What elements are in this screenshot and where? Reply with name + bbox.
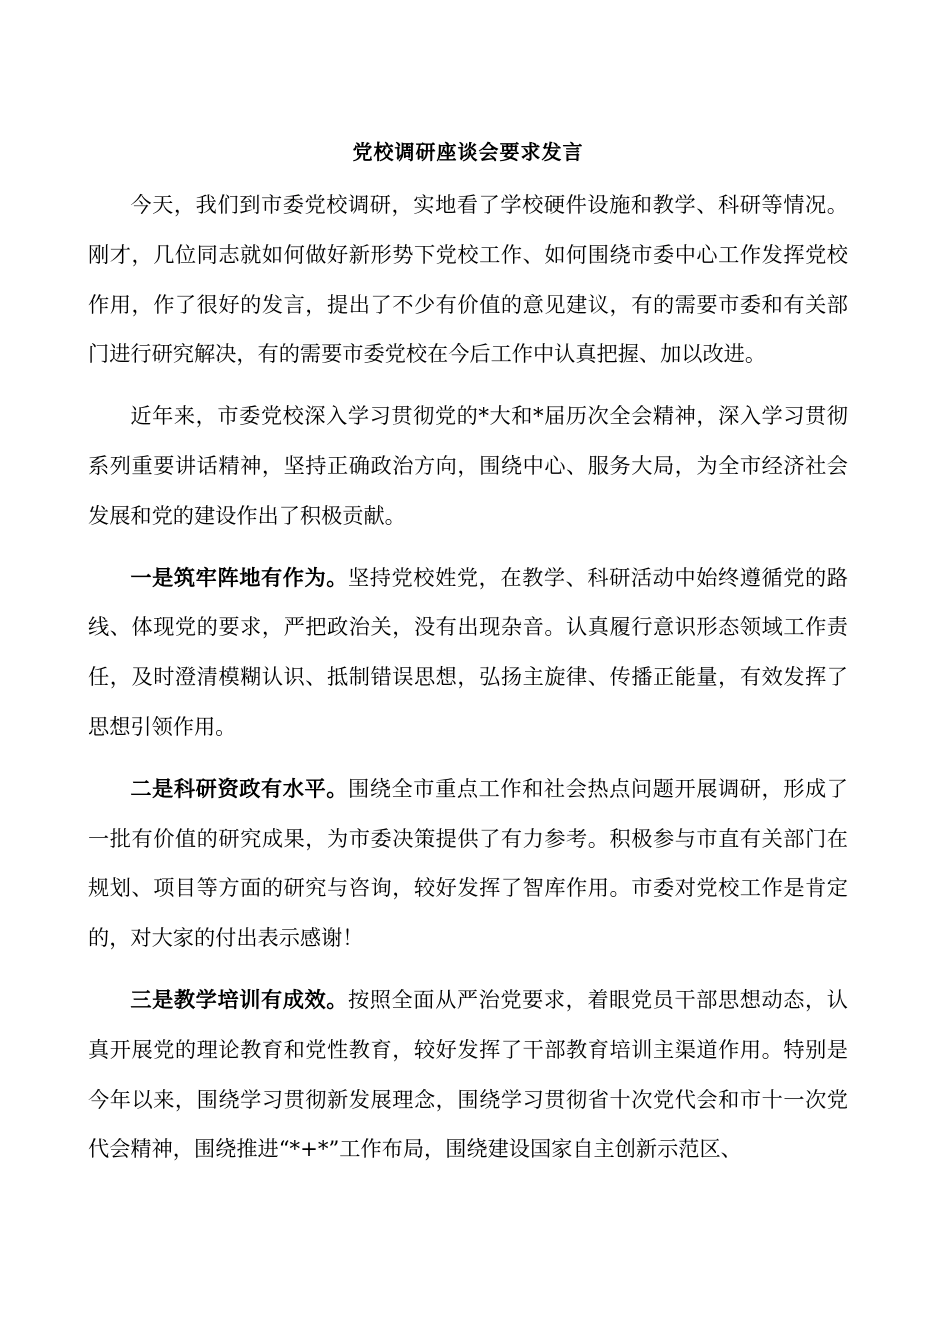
paragraph-lead: 二是科研资政有水平。 bbox=[130, 775, 349, 801]
paragraph-opening bbox=[88, 180, 848, 379]
paragraph-point-one bbox=[88, 553, 848, 752]
paragraph-lead: 三是教学培训有成效。 bbox=[130, 986, 349, 1012]
document-title: 党校调研座谈会要求发言 bbox=[352, 140, 584, 164]
paragraph-text: 围绕全市重点工作和社会热点问题开展调研，形成了一批有价值的研究成果，为市委决策提供了有力参考。积极参与市直有关部门在规划、项目等方面的研究与咨询，较好发挥了智库作用。市委对党校工作是肯定的，对大家的付出表示感谢！ bbox=[88, 775, 848, 951]
paragraph-text: 按照全面从严治党要求，着眼党员干部思想动态，认真开展党的理论教育和党性教育，较好发挥了干部教育培训主渠道作用。特别是今年以来，围绕学习贯彻新发展理念，围绕学习贯彻省十次党代会和市十一次党代会精神，围绕推进“*+*”工作布局，围绕建设国家自主创新示范区、 bbox=[88, 986, 848, 1162]
paragraph-text: 近年来，市委党校深入学习贯彻党的*大和*届历次全会精神，深入学习贯彻系列重要讲话精神，坚持正确政治方向，围绕中心、服务大局，为全市经济社会发展和党的建设作出了积极贡献。 bbox=[88, 403, 848, 528]
paragraph-text: 坚持党校姓党，在教学、科研活动中始终遵循党的路线、体现党的要求，严把政治关，没有出现杂音。认真履行意识形态领域工作责任，及时澄清模糊认识、抵制错误思想，弘扬主旋律、传播正能量，有效发挥了思想引领作用。 bbox=[88, 564, 848, 739]
paragraph-point-three bbox=[88, 975, 848, 1174]
paragraph-text: 今天，我们到市委党校调研，实地看了学校硬件设施和教学、科研等情况。刚才，几位同志就如何做好新形势下党校工作、如何围绕市委中心工作发挥党校作用，作了很好的发言，提出了不少有价值的意见建议，有的需要市委和有关部门进行研究解决，有的需要市委党校在今后工作中认真把握、加以改进。 bbox=[88, 192, 848, 367]
paragraph-lead: 一是筑牢阵地有作为。 bbox=[130, 564, 349, 590]
paragraph-overview bbox=[88, 391, 848, 540]
document-body bbox=[88, 180, 848, 1186]
paragraph-point-two bbox=[88, 764, 848, 963]
